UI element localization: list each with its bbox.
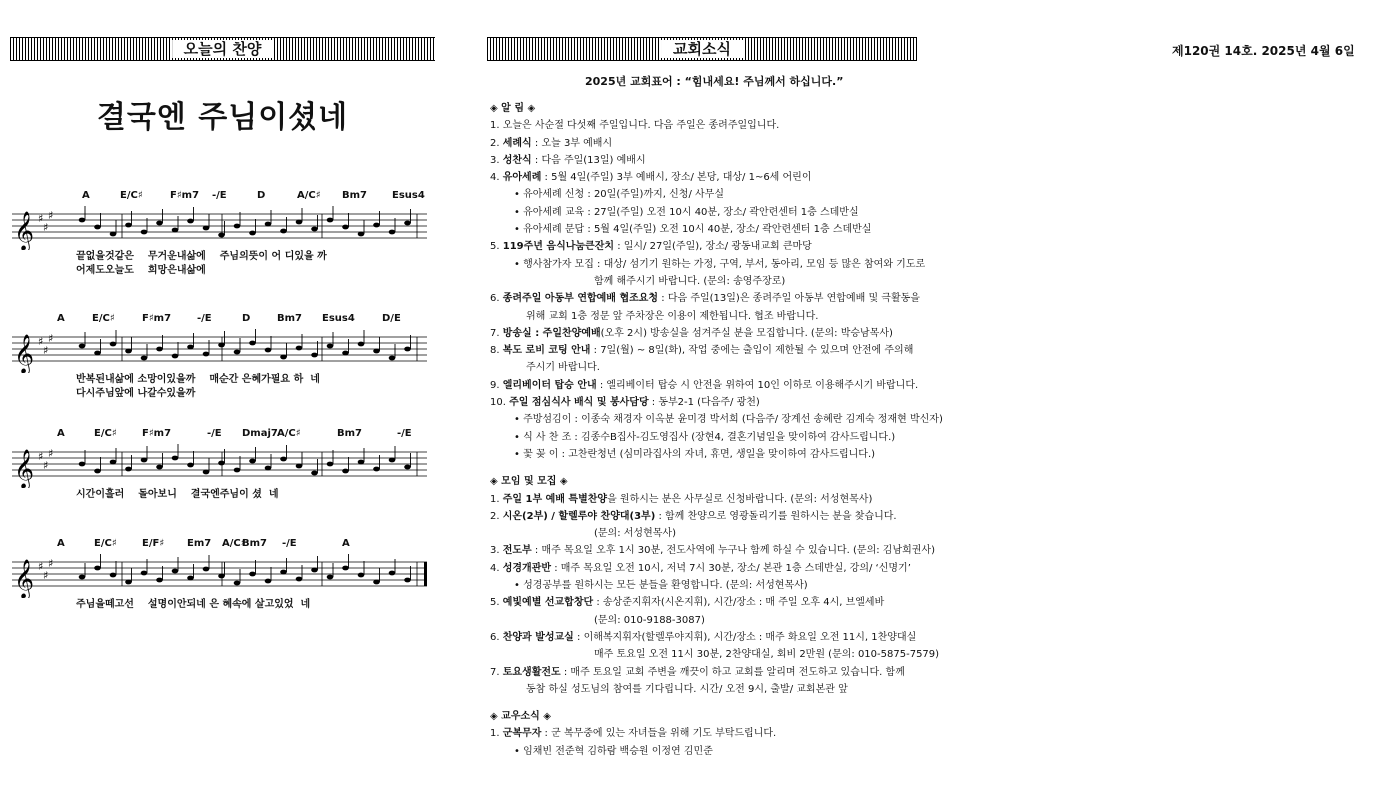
note-head xyxy=(389,230,396,235)
note-head xyxy=(203,470,210,475)
sharp-icon: ♯ xyxy=(43,344,49,357)
item-number: 3. xyxy=(490,154,503,166)
note-head xyxy=(187,576,194,581)
staff-row xyxy=(12,538,432,612)
note-head xyxy=(141,356,148,361)
chord-symbol: -/E xyxy=(207,428,222,439)
note-head xyxy=(203,226,210,231)
note-head xyxy=(79,462,86,467)
chord-line xyxy=(12,190,432,206)
item-text: : 엘리베이터 탑승 시 안전을 위하여 10인 이하로 이용해주시기 바랍니다. xyxy=(596,379,919,391)
note-head xyxy=(218,233,225,238)
lyrics-line: 다시주님앞에 나갈수있을까 xyxy=(76,388,196,399)
note-head xyxy=(265,222,272,227)
notice-item xyxy=(490,646,940,663)
note-head xyxy=(79,344,86,349)
church-motto: 2025년 교회표어 : “힘내세요! 주님께서 하십니다.” xyxy=(585,75,844,88)
chord-symbol: E/C♯ xyxy=(120,190,143,201)
note-head xyxy=(327,575,334,580)
note-head xyxy=(187,463,194,468)
note-head xyxy=(358,460,365,465)
note-head xyxy=(249,459,256,464)
notice-item xyxy=(490,491,930,508)
note-head xyxy=(249,572,256,577)
note-head xyxy=(280,570,287,575)
chord-symbol: A xyxy=(57,428,65,439)
note-head xyxy=(296,346,303,351)
treble-clef-icon: 𝄞 xyxy=(14,211,35,250)
note-head xyxy=(373,223,380,228)
music-staff xyxy=(12,206,432,250)
chord-symbol: Esus4 xyxy=(392,190,425,201)
item-text: 임채빈 전준혁 김하람 백승원 이정연 김민준 xyxy=(523,745,713,757)
notice-item xyxy=(490,594,930,611)
notice-item xyxy=(490,560,930,577)
sharp-icon: ♯ xyxy=(48,332,54,345)
chord-symbol: D xyxy=(242,313,251,324)
note-head xyxy=(373,349,380,354)
notice-item xyxy=(490,725,930,742)
item-text: : 군 복무중에 있는 자녀들을 위해 기도 부탁드립니다. xyxy=(541,728,777,740)
lyrics-line: 반복된내삶에 소망이있을까 매순간 은혜가필요 하 네 xyxy=(76,374,320,385)
item-title: 토요생활전도 xyxy=(502,666,561,678)
notice-item xyxy=(490,290,930,307)
sharp-icon: ♯ xyxy=(48,209,54,222)
note-head xyxy=(125,467,132,472)
note-head xyxy=(172,456,179,461)
note-head xyxy=(187,345,194,350)
item-number: 4. xyxy=(490,172,503,184)
note-head xyxy=(342,469,349,474)
note-head xyxy=(280,355,287,360)
item-number: • xyxy=(514,745,524,757)
note-head xyxy=(79,575,86,580)
item-text: : 송상준지휘자(시온지휘), 시간/장소 : 매 주일 오후 4시, 브엘세바 xyxy=(593,597,885,609)
note-head xyxy=(327,462,334,467)
note-head xyxy=(125,223,132,228)
item-text: 동참 하실 성도님의 참여를 기다립니다. 시간/ 오전 9시, 출발/ 교회본관 앞 xyxy=(526,683,848,695)
note-head xyxy=(358,342,365,347)
item-title: 성경개관반 xyxy=(502,562,552,574)
treble-clef-icon: 𝄞 xyxy=(14,449,35,488)
section-heading: ◈ 교우소식 ◈ xyxy=(490,711,551,723)
issue-info: 제120권 14호. 2025년 4월 6일 xyxy=(1172,44,1355,58)
notice-item xyxy=(490,542,935,559)
item-number: 7. xyxy=(490,666,503,678)
item-number: • xyxy=(514,448,524,460)
chord-symbol: A/C♯ xyxy=(277,428,301,439)
item-title: 주일 점심식사 배식 및 봉사담당 xyxy=(509,397,649,409)
item-text: (오후 2시) 방송실을 섬겨주실 분을 모집합니다. (문의: 박승남목사) xyxy=(600,327,893,339)
note-head xyxy=(342,566,349,571)
item-number: • xyxy=(514,224,524,236)
note-head xyxy=(172,228,179,233)
chord-symbol: Em7 xyxy=(187,538,212,549)
note-head xyxy=(110,342,117,347)
item-text: 함께 해주시기 바랍니다. (문의: 송영주장로) xyxy=(594,275,786,287)
item-text: 성경공부를 원하시는 모든 분들을 환영합니다. (문의: 서성현목사) xyxy=(523,580,808,592)
note-head xyxy=(125,349,132,354)
note-head xyxy=(358,232,365,237)
item-text: 유아세례 문답 : 5월 4일(주일) 오전 10시 40분, 장소/ 곽안련센터 1층 스데반실 xyxy=(523,224,872,236)
item-number: 2. xyxy=(490,510,503,522)
staff-row xyxy=(12,190,432,278)
item-number: 1. xyxy=(490,728,503,740)
note-head xyxy=(156,347,163,352)
note-head xyxy=(265,466,272,471)
note-head xyxy=(94,351,101,356)
item-text: : 5월 4일(주일) 3부 예배시, 장소/ 본당, 대상/ 1~6세 어린이 xyxy=(541,172,812,184)
note-head xyxy=(156,221,163,226)
item-number: • xyxy=(514,206,524,218)
item-text: : 매주 목요일 오전 10시, 저녁 7시 30분, 장소/ 본관 1층 스데반실, 강의/ ‘신명기’ xyxy=(551,562,911,574)
note-head xyxy=(94,225,101,230)
item-title: 종려주일 아동부 연합예배 협조요청 xyxy=(502,293,659,305)
note-head xyxy=(156,465,163,470)
music-staff xyxy=(12,329,432,373)
notice-item xyxy=(490,308,930,325)
note-head xyxy=(389,356,396,361)
note-head xyxy=(172,569,179,574)
chord-symbol: D xyxy=(257,190,266,201)
note-head xyxy=(327,344,334,349)
notice-item xyxy=(490,152,930,169)
notice-item xyxy=(490,273,930,290)
note-head xyxy=(110,232,117,237)
note-head xyxy=(94,566,101,571)
chord-symbol: E/C♯ xyxy=(94,428,117,439)
item-title: 주일 1부 예배 특별찬양 xyxy=(502,493,608,505)
item-number: • xyxy=(514,414,524,426)
notice-subitem xyxy=(490,221,930,238)
note-head xyxy=(141,571,148,576)
note-head xyxy=(249,231,256,236)
left-section-banner xyxy=(10,37,435,61)
notice-subitem xyxy=(490,204,930,221)
item-text: 유아세례 교육 : 27일(주일) 오전 10시 40분, 장소/ 곽안련센터 1층 스데반실 xyxy=(523,206,859,218)
sharp-icon: ♯ xyxy=(38,335,44,348)
item-title: 119주년 음식나눔큰잔치 xyxy=(502,241,615,253)
lyrics-line: 어제도오늘도 희망은내삶에 xyxy=(76,265,206,276)
item-title: 엘리베이터 탑승 안내 xyxy=(502,379,597,391)
item-text: 유아세례 신청 : 20일(주일)까지, 신청/ 사무실 xyxy=(523,189,724,201)
sharp-icon: ♯ xyxy=(38,212,44,225)
note-head xyxy=(156,578,163,583)
item-text: : 이해복지휘자(할렐루야지휘), 시간/장소 : 매주 화요일 오전 11시, 1찬양대실 xyxy=(573,631,917,643)
notice-item xyxy=(490,629,930,646)
note-head xyxy=(342,351,349,356)
notice-item xyxy=(490,525,930,542)
sharp-icon: ♯ xyxy=(43,221,49,234)
note-head xyxy=(327,218,334,223)
chord-symbol: Bm7 xyxy=(337,428,362,439)
sharp-icon: ♯ xyxy=(48,447,54,460)
notice-item xyxy=(490,238,930,255)
song-title: 결국엔 주님이셨네 xyxy=(96,100,349,135)
item-text: 오늘은 사순절 다섯째 주일입니다. 다음 주일은 종려주일입니다. xyxy=(502,120,780,132)
chord-symbol: A/C♯ xyxy=(297,190,321,201)
sharp-icon: ♯ xyxy=(38,450,44,463)
chord-symbol: A xyxy=(57,313,65,324)
right-section-title: 교회소식 xyxy=(661,40,743,58)
chord-symbol: A xyxy=(82,190,90,201)
notice-item xyxy=(490,342,930,359)
item-title: 유아세례 xyxy=(502,172,542,184)
item-text: : 7일(월) ~ 8일(화), 작업 중에는 출입이 제한될 수 있으며 안전에 주의해 xyxy=(590,345,914,357)
notice-subitem xyxy=(490,743,930,760)
item-text: : 매주 토요일 교회 주변을 깨끗이 하고 교회를 알리며 전도하고 있습니다. 함께 xyxy=(560,666,905,678)
notice-item xyxy=(490,394,930,411)
item-number: 6. xyxy=(490,631,503,643)
item-title: 예빛예별 선교합창단 xyxy=(502,597,594,609)
notice-subitem xyxy=(490,577,930,594)
chord-symbol: F♯m7 xyxy=(142,428,172,439)
item-text: (문의: 010-9188-3087) xyxy=(594,614,705,626)
section-heading: ◈ 알 림 ◈ xyxy=(490,103,536,114)
item-number: • xyxy=(514,431,524,443)
item-title: 방송실 : 주일찬양예배 xyxy=(502,327,601,339)
chord-symbol: F♯m7 xyxy=(142,313,172,324)
note-head xyxy=(218,343,225,348)
item-title: 성찬식 xyxy=(502,154,532,166)
item-title: 찬양과 발성교실 xyxy=(502,631,574,643)
item-number: 9. xyxy=(490,379,503,391)
note-head xyxy=(249,341,256,346)
note-head xyxy=(203,352,210,357)
chord-symbol: A xyxy=(57,538,65,549)
item-text: : 다음 주일(13일) 예배시 xyxy=(531,154,646,166)
chord-symbol: -/E xyxy=(212,190,227,201)
item-text: : 동부2-1 (다음주/ 광천) xyxy=(648,397,760,409)
right-section-banner xyxy=(487,37,917,61)
item-text: 식 사 찬 조 : 김종수B집사-김도영집사 (장현4, 결혼기념일을 맞이하여 감사드립니다.) xyxy=(523,431,896,443)
item-number: 8. xyxy=(490,345,503,357)
chord-symbol: E/C♯ xyxy=(92,313,115,324)
note-head xyxy=(296,577,303,582)
note-head xyxy=(141,230,148,235)
item-title: 전도부 xyxy=(502,545,532,557)
note-head xyxy=(172,354,179,359)
note-head xyxy=(265,348,272,353)
chord-symbol: D/E xyxy=(382,313,401,324)
staff-row xyxy=(12,428,432,502)
note-head xyxy=(404,221,411,226)
note-head xyxy=(234,350,241,355)
notice-item xyxy=(490,612,930,629)
lyrics-line: 시간이흘러 돌아보니 결국엔주님이 셨 네 xyxy=(76,489,279,500)
notice-item xyxy=(490,169,930,186)
note-head xyxy=(311,353,318,358)
item-title: 군복무자 xyxy=(502,728,542,740)
notice-item xyxy=(490,135,930,152)
note-head xyxy=(373,467,380,472)
note-head xyxy=(404,578,411,583)
item-number: 5. xyxy=(490,241,503,253)
staff-row xyxy=(12,313,432,401)
note-head xyxy=(141,458,148,463)
note-head xyxy=(389,458,396,463)
notice-item xyxy=(490,681,930,698)
item-number: 1. xyxy=(490,493,503,505)
note-head xyxy=(125,580,132,585)
note-head xyxy=(404,347,411,352)
note-head xyxy=(311,568,318,573)
sharp-icon: ♯ xyxy=(38,560,44,573)
note-head xyxy=(79,218,86,223)
note-head xyxy=(234,468,241,473)
note-head xyxy=(311,227,318,232)
note-head xyxy=(265,579,272,584)
item-text: : 함께 찬양으로 영광돌리기를 원하시는 분을 찾습니다. xyxy=(655,510,897,522)
sharp-icon: ♯ xyxy=(48,557,54,570)
chord-symbol: Bm7 xyxy=(277,313,302,324)
item-number: 5. xyxy=(490,597,503,609)
item-text: 매주 토요일 오전 11시 30분, 2찬양대실, 회비 2만원 (문의: 010-5875-7579) xyxy=(594,649,940,661)
music-staff xyxy=(12,444,432,488)
item-number: 7. xyxy=(490,327,503,339)
notice-subitem xyxy=(490,186,930,203)
item-text: 주시기 바랍니다. xyxy=(526,362,600,374)
item-number: • xyxy=(514,580,524,592)
chord-symbol: Bm7 xyxy=(342,190,367,201)
item-title: 시온(2부) / 할렐루야 찬양대(3부) xyxy=(502,510,656,522)
lyrics-line: 끝없을것같은 무거운내삶에 주님의뜻이 어 디있을 까 xyxy=(76,251,327,262)
section-heading: ◈ 모임 및 모집 ◈ xyxy=(490,476,568,488)
chord-symbol: -/E xyxy=(282,538,297,549)
note-head xyxy=(187,219,194,224)
notice-subitem xyxy=(490,446,930,463)
item-title: 복도 로비 코팅 안내 xyxy=(502,345,591,357)
notice-item xyxy=(490,359,930,376)
notice-item xyxy=(490,377,930,394)
notice-item xyxy=(490,117,930,134)
item-text: : 오늘 3부 예배시 xyxy=(531,137,613,149)
item-number: • xyxy=(514,189,524,201)
chord-line xyxy=(12,428,432,444)
item-text: 을 원하시는 분은 사무실로 신청바랍니다. (문의: 서성현목사) xyxy=(607,493,873,505)
note-head xyxy=(404,465,411,470)
item-text: 주방섬김이 : 이종숙 채경자 이옥분 윤미경 박서희 (다음주/ 장계선 송혜란 김계숙 정재현 박신자) xyxy=(523,414,943,426)
chord-symbol: E/C♯ xyxy=(94,538,117,549)
item-text: : 매주 목요일 오후 1시 30분, 전도사역에 누구나 함께 하실 수 있습니다. (문의: 김남희권사) xyxy=(531,545,935,557)
note-head xyxy=(296,464,303,469)
chord-symbol: Dmaj7 xyxy=(242,428,278,439)
final-barline xyxy=(424,562,427,586)
note-head xyxy=(203,567,210,572)
chord-symbol: A xyxy=(342,538,350,549)
treble-clef-icon: 𝄞 xyxy=(14,559,35,598)
item-number: 4. xyxy=(490,562,503,574)
note-head xyxy=(280,229,287,234)
notice-item xyxy=(490,664,930,681)
note-head xyxy=(234,581,241,586)
note-head xyxy=(358,573,365,578)
note-head xyxy=(311,471,318,476)
sharp-icon: ♯ xyxy=(43,459,49,472)
chord-symbol: -/E xyxy=(397,428,412,439)
item-text: 위해 교회 1층 정문 앞 주차장은 이용이 제한됩니다. 협조 바랍니다. xyxy=(526,310,819,322)
note-head xyxy=(280,457,287,462)
sharp-icon: ♯ xyxy=(43,569,49,582)
note-head xyxy=(389,571,396,576)
note-head xyxy=(218,574,225,579)
note-head xyxy=(296,220,303,225)
item-text: : 다음 주일(13일)은 종려주일 아동부 연합예배 및 극활동을 xyxy=(658,293,920,305)
note-head xyxy=(373,580,380,585)
item-number: 1. xyxy=(490,120,503,132)
treble-clef-icon: 𝄞 xyxy=(14,334,35,373)
item-title: 세례식 xyxy=(502,137,532,149)
chord-line xyxy=(12,313,432,329)
chord-symbol: F♯m7 xyxy=(170,190,200,201)
lyrics-line: 주님을떼고선 설명이안되네 은 혜속에 살고있었 네 xyxy=(76,599,311,610)
item-number: 3. xyxy=(490,545,503,557)
notices xyxy=(490,96,943,760)
item-number: • xyxy=(514,258,524,270)
item-text: 꽃 꽂 이 : 고찬란청년 (심미라집사의 자녀, 휴면, 생일을 맞이하여 감사드립니다.) xyxy=(523,448,876,460)
notice-item xyxy=(490,508,930,525)
notice-subitem xyxy=(490,256,930,273)
item-number: 10. xyxy=(490,397,510,409)
item-text: 행사참가자 모집 : 대상/ 섬기기 원하는 가정, 구역, 부서, 동아리, 모임 등 많은 참여와 기도로 xyxy=(523,258,926,270)
chord-symbol: A/C♯ xyxy=(222,538,246,549)
note-head xyxy=(234,224,241,229)
item-text: (문의: 서성현목사) xyxy=(594,528,676,540)
notice-subitem xyxy=(490,411,943,428)
chord-symbol: Esus4 xyxy=(322,313,355,324)
note-head xyxy=(110,573,117,578)
chord-line xyxy=(12,538,432,554)
item-number: 6. xyxy=(490,293,503,305)
chord-symbol: E/F♯ xyxy=(142,538,165,549)
item-text: : 일시/ 27일(주일), 장소/ 광동내교회 큰마당 xyxy=(614,241,812,253)
music-staff xyxy=(12,554,432,598)
left-section-title: 오늘의 찬양 xyxy=(172,40,274,58)
note-head xyxy=(218,461,225,466)
chord-symbol: Bm7 xyxy=(242,538,267,549)
note-head xyxy=(342,225,349,230)
notice-item xyxy=(490,325,930,342)
note-head xyxy=(110,460,117,465)
chord-symbol: -/E xyxy=(197,313,212,324)
item-number: 2. xyxy=(490,137,503,149)
note-head xyxy=(94,469,101,474)
notice-subitem xyxy=(490,429,930,446)
